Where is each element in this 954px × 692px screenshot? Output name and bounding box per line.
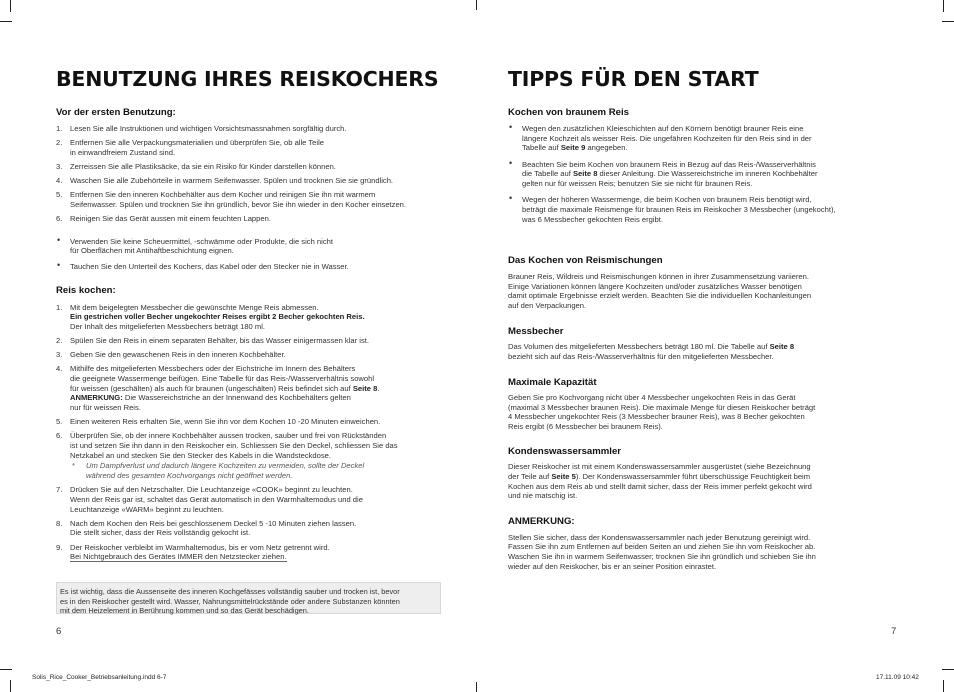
crop-mark: [942, 21, 954, 22]
section-heading-max-capacity: Maximale Kapazität: [508, 376, 597, 388]
step-8: 8. Nach dem Kochen den Reis bei geschlossenem Deckel 5 -10 Minuten ziehen lassen. Die stellt sicher, dass der Reis vollständig gekocht ist.: [56, 518, 357, 538]
page-number-left: 6: [56, 626, 62, 637]
right-page-title: TIPPS FÜR DEN START: [508, 67, 759, 91]
crop-mark: [942, 669, 954, 670]
page-reference: Seite 5: [551, 472, 576, 482]
warning-bullet-1: • Verwenden Sie keine Scheuermittel, -schwämme oder Produkte, die sich nicht für Oberflächen mit Antihaftbeschichtung eignen.: [57, 234, 333, 256]
measuring-cup-text: Das Volumen des mitgelieferten Messbechers beträgt 180 ml. Die Tabelle auf Seite 8 bezieht sich auf das Reis-/Wasserverhältnis für den mitgelieferten Messbecher.: [508, 342, 795, 361]
important-notice-box: Es ist wichtig, dass die Aussenseite des inneren Kochgefässes vollständig sauber und trocken ist, bevor es in den Reiskocher gestellt wird. Wasser, Nahrungsmittelrückstände oder andere Substanzen könnten mit dem Heizelement in Berührung kommen und so das Gerät beschädigen.: [56, 582, 441, 614]
first-use-step-2: 2. Entfernen Sie alle Verpackungsmaterialien und überprüfen Sie, ob alle Teile in einwandfreiem Zustand sind.: [56, 138, 324, 157]
crop-mark: [0, 669, 12, 670]
step-2: 2. Spülen Sie den Reis in einem separaten Behälter, bis das Wasser einigermassen klar ist.: [56, 336, 369, 346]
condensation-collector-text: Dieser Reiskocher ist mit einem Kondenswassersammler ausgerüstet (siehe Bezeichnung der Teile auf Seite 5). Der Kondenswassersammler führt überschüssige Feuchtigkeit beim Kochen aus dem Reis ab und stellt damit sicher, dass der Reis immer perfekt gekocht wird und nie matschig ist.: [508, 462, 812, 501]
first-use-step-4: 4. Waschen Sie alle Zubehörteile in warmem Seifenwasser. Spülen und trocknen Sie sie gründlich.: [56, 175, 394, 185]
right-page: [508, 60, 868, 571]
step-4: 4. Mithilfe des mitgelieferten Messbechers oder der Eichstriche im Innern des Behälters die geeignete Wassermenge beifügen. Eine Tabelle für das Reis-/Wasserverhältnis sowohl für weissen (geschälten) als auch für braunen (ungeschälten) Reis befindet sich auf Seite 8. ANMERKUNG: Die Wassereichstriche an der Innenwand des Kochbehälters gelten nur für weissen Reis.: [56, 364, 380, 413]
footer-file-name: Solis_Rice_Cooker_Betriebsanleitung.indd 6-7: [32, 674, 167, 681]
first-use-warnings: [56, 234, 448, 273]
step-7: 7. Drücken Sie auf den Netzschalter. Die Leuchtanzeige «COOK» beginnt zu leuchten. Wenn der Reis gar ist, schaltet das Gerät automatisch in den Warmhaltemodus und die Leuchtanzeige «WARM» beginnt zu leuchten.: [56, 485, 363, 514]
note-text: Stellen Sie sicher, dass der Kondenswassersammler nach jeder Benutzung gereinigt wird. Fassen Sie ihn zum Entfernen auf beiden Seiten an und ziehen Sie ihn vom Reiskocher ab. Waschen Sie ihn in warmem Seifenwasser; trocknen Sie ihn gründlich und schieben Sie ihn wieder auf den Reiskocher, bis er an seiner Position einrastet.: [508, 532, 816, 571]
footer-date: 17.11.09 10:42: [876, 674, 919, 681]
crop-mark: [10, 0, 11, 12]
section-heading-brown-rice: Kochen von braunem Reis: [508, 106, 630, 118]
step-6: 6. Überprüfen Sie, ob der innere Kochbehälter aussen trocken, sauber und frei von Rückständen ist und setzen Sie ihn dann in den Reiskocher ein. Schliessen Sie den Deckel, schliessen Sie das Netzkabel an und stecken Sie den Stecker des Kabels in die Wandsteckdose. * Um Dampfverlust und dadurch längere Kochzeiten zu vermeiden, sollte der Deckel während des gesamten Kochvorgangs nicht geöffnet werden.: [56, 431, 448, 481]
section-heading-rice-mixes: Das Kochen von Reismischungen: [508, 255, 663, 267]
max-capacity-text: Geben Sie pro Kochvorgang nicht über 4 Messbecher ungekochten Reis in das Gerät (maximal 3 Messbecher braunen Reis). Die maximale Menge für diesen Reiskocher beträgt 4 Messbecher ungekochter Reis (3 Messbecher brauner Reis), was 8 Becher gekochten Reis ergibt (6 Messbecher bei braunem Reis).: [508, 393, 816, 432]
lid-note: * Um Dampfverlust und dadurch längere Kochzeiten zu vermeiden, sollte der Deckel während des gesamten Kochvorgangs nicht geöffnet werden.: [72, 461, 365, 481]
page-reference: Seite 8: [572, 169, 598, 179]
page-number-right: 7: [891, 626, 897, 637]
section-heading-measuring-cup: Messbecher: [508, 325, 564, 337]
section-heading-note: ANMERKUNG:: [508, 516, 575, 528]
step-9: 9. Der Reiskocher verbleibt im Warmhaltemodus, bis er vom Netz getrennt wird. Bei Nichtgebrauch des Gerätes IMMER den Netzstecker ziehen.: [56, 542, 330, 562]
left-page-title: BENUTZUNG IHRES REISKOCHERS: [56, 67, 439, 91]
brown-rice-tip-1: • Wegen den zusätzlichen Kleieschichten auf den Körnern benötigt brauner Reis eine längere Kochzeit als weisser Reis. Die ungefähren Kochzeiten für den Reis sind in der Tabelle auf Seite 9 angegeben.: [509, 122, 812, 153]
first-use-step-6: 6. Reinigen Sie das Gerät aussen mit einem feuchten Lappen.: [56, 213, 271, 223]
crop-mark: [476, 0, 477, 10]
section-heading-cook-rice: Reis kochen:: [56, 285, 116, 297]
page-reference: Seite 8: [769, 342, 795, 352]
crop-mark: [943, 680, 944, 692]
step-5: 5. Einen weiteren Reis erhalten Sie, wenn Sie ihn vor dem Kochen 10 -20 Minuten einweichen.: [56, 417, 381, 427]
step-1: 1. Mit dem beigelegten Messbecher die gewünschte Menge Reis abmessen. Ein gestrichen voller Becher ungekochter Reises ergibt 2 Becher gekochten Reis. Der Inhalt des mitgelieferten Messbechers beträgt 180 ml.: [56, 302, 365, 332]
brown-rice-tip-3: • Wegen der höheren Wassermenge, die beim Kochen von braunem Reis benötigt wird, beträgt die maximale Reismenge für braunen Reis im Reiskocher 3 Messbecher (ungekocht), was 6 Messbecher gekochten Reis ergibt.: [509, 193, 836, 224]
section-heading-condensation-collector: Kondenswassersammler: [508, 445, 622, 457]
page-reference: Seite 9: [560, 143, 586, 153]
crop-mark: [0, 21, 12, 22]
crop-mark: [10, 680, 11, 692]
crop-mark: [476, 682, 477, 692]
first-use-step-5: 5. Entfernen Sie den inneren Kochbehälter aus dem Kocher und reinigen Sie ihn mit warmem Seifenwasser. Spülen und trocknen Sie ihn gründlich, bevor Sie ihn wieder in den Kocher einsetzen.: [56, 190, 407, 209]
step-3: 3. Geben Sie den gewaschenen Reis in den inneren Kochbehälter.: [56, 350, 286, 360]
rice-mixes-text: Brauner Reis, Wildreis und Reismischungen können in ihrer Zusammensetzung variieren. Einige Variationen können längere Kochzeiten und/oder zusätzliches Wasser benötigen damit optimale Ergebnisse erzielt werden. Beachten Sie die individuellen Kochanleitungen auf den Verpackungen.: [508, 271, 812, 310]
warning-bullet-2: • Tauchen Sie den Unterteil des Kochers, das Kabel oder den Stecker nie in Wasser.: [57, 260, 349, 272]
page-reference: Seite 8: [352, 383, 378, 393]
first-use-steps: [56, 124, 448, 224]
first-use-step-1: 1. Lesen Sie alle Instruktionen und wichtigen Vorsichtsmassnahmen sorgfältig durch.: [56, 124, 347, 133]
brown-rice-tip-2: • Beachten Sie beim Kochen von braunem Reis in Bezug auf das Reis-/Wasserverhältnis die Tabelle auf Seite 8 dieser Anleitung. Die Wassereichstriche im inneren Kochbehälter gelten nur für weissen Reis; benutzen Sie sie nicht für braunen Reis.: [509, 157, 818, 189]
section-heading-first-use: Vor der ersten Benutzung:: [56, 106, 176, 118]
first-use-step-3: 3. Zerreissen Sie alle Plastiksäcke, da sie ein Risiko für Kinder darstellen können.: [56, 161, 336, 171]
left-page: [56, 60, 448, 566]
crop-mark: [943, 0, 944, 12]
